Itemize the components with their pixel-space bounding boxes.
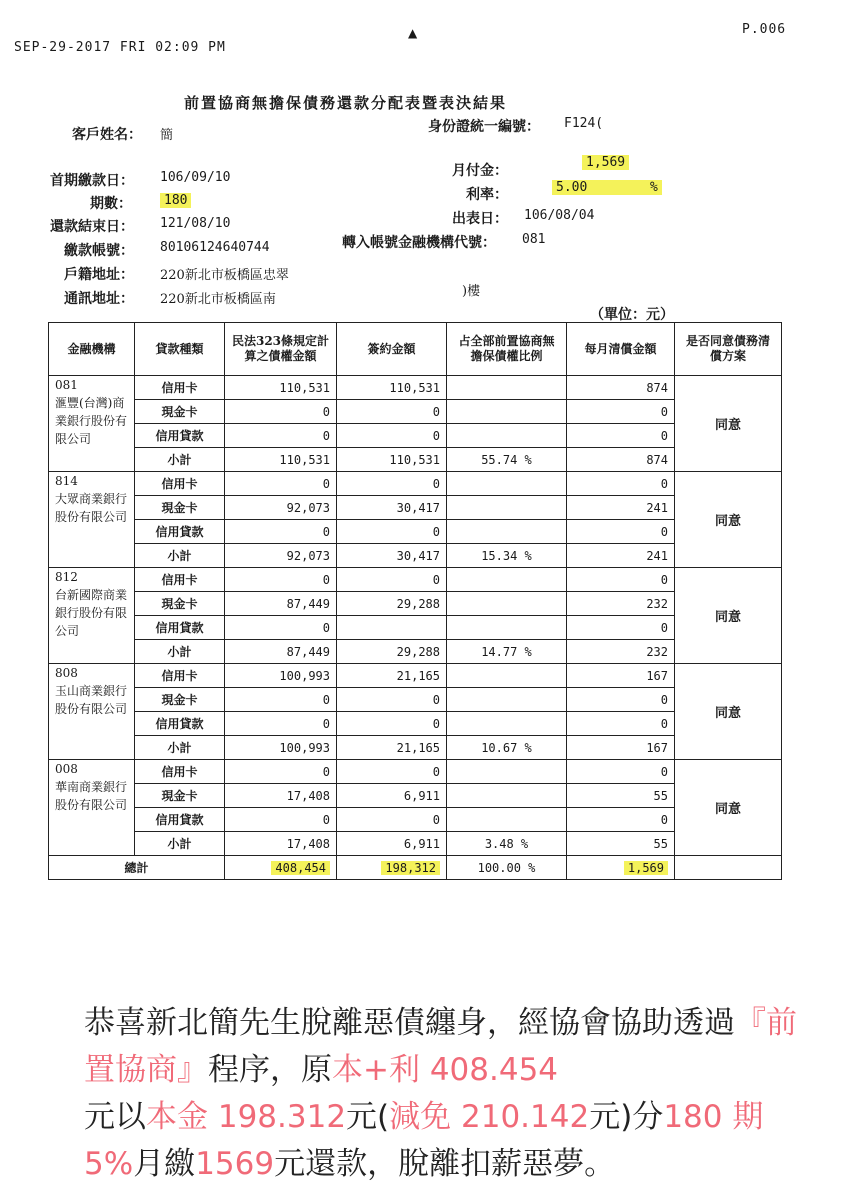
loan-type-cell: 現金卡 [135, 400, 225, 424]
caption-part-2: 『前置協商』 [84, 1005, 797, 1088]
claim-amount-cell: 0 [225, 472, 337, 496]
caption-part-1: 恭喜新北簡先生脫離惡債纏身，經協會協助透過 [84, 1005, 735, 1041]
monthly-payment-cell: 0 [567, 568, 675, 592]
household-address-label: 戶籍地址： [64, 267, 134, 283]
caption-part-9: 元)分 [589, 1099, 664, 1135]
claim-amount-cell: 92,073 [225, 544, 337, 568]
account-label: 繳款帳號： [64, 243, 134, 259]
total-label: 總計 [49, 856, 225, 880]
signed-amount-cell: 29,288 [337, 592, 447, 616]
unit-note: （單位：元） [590, 307, 674, 323]
fax-timestamp: SEP-29-2017 FRI 02:09 PM [14, 40, 226, 55]
monthly-value: 1,569 [582, 155, 629, 170]
signed-amount-cell: 0 [337, 688, 447, 712]
bank-name-cell: 812 台新國際商業銀行股份有限公司 [49, 568, 135, 664]
claim-amount-cell: 0 [225, 424, 337, 448]
monthly-payment-cell: 0 [567, 400, 675, 424]
ratio-cell: 10.67 % [447, 736, 567, 760]
monthly-payment-cell: 874 [567, 376, 675, 400]
bank-name-cell: 081 滙豐(台灣)商業銀行股份有限公司 [49, 376, 135, 472]
distribution-table [48, 322, 782, 880]
total-claim: 408,454 [271, 861, 330, 875]
claim-amount-cell: 0 [225, 400, 337, 424]
caption-part-10: 180 期 5% [84, 1099, 764, 1182]
loan-type-cell: 信用卡 [135, 664, 225, 688]
ratio-cell: 15.34 % [447, 544, 567, 568]
bank-code-label: 轉入帳號金融機構代號： [342, 235, 496, 251]
mail-address-value: 220新北市板橋區南 [160, 292, 276, 307]
loan-type-cell: 信用卡 [135, 376, 225, 400]
ratio-cell [447, 784, 567, 808]
claim-amount-cell: 110,531 [225, 376, 337, 400]
table-row [49, 664, 782, 688]
caption-part-5: 元以 [84, 1099, 146, 1135]
ratio-cell [447, 664, 567, 688]
loan-type-cell: 信用貸款 [135, 520, 225, 544]
loan-type-cell: 信用貸款 [135, 712, 225, 736]
caption-part-13: 元還款，脫離扣薪惡夢。 [274, 1146, 616, 1182]
table-row [49, 736, 782, 760]
table-row [49, 424, 782, 448]
signed-amount-cell: 29,288 [337, 640, 447, 664]
rate-unit: % [649, 180, 658, 195]
table-row [49, 448, 782, 472]
caption-part-8: 減免 210.142 [389, 1099, 590, 1135]
total-agree-empty [675, 856, 782, 880]
agree-cell: 同意 [675, 568, 782, 664]
ratio-cell [447, 616, 567, 640]
ratio-cell [447, 472, 567, 496]
table-row [49, 712, 782, 736]
account-value: 80106124640744 [160, 240, 270, 255]
end-date-label: 還款結束日： [50, 219, 134, 235]
bank-code-value: 081 [522, 232, 546, 247]
issue-date-label: 出表日： [452, 211, 508, 227]
loan-type-cell: 小計 [135, 736, 225, 760]
monthly-payment-cell: 232 [567, 640, 675, 664]
monthly-payment-cell: 167 [567, 736, 675, 760]
bank-name-cell: 008 華南商業銀行股份有限公司 [49, 760, 135, 856]
table-row [49, 568, 782, 592]
monthly-label: 月付金： [452, 163, 508, 179]
table-row [49, 808, 782, 832]
table-row [49, 472, 782, 496]
caption-text [84, 1000, 814, 1188]
total-ratio: 100.00 % [447, 856, 567, 880]
signed-amount-cell: 0 [337, 808, 447, 832]
periods-label: 期數： [90, 196, 132, 212]
monthly-payment-cell: 0 [567, 472, 675, 496]
id-label: 身份證統一編號： [428, 119, 540, 135]
loan-type-cell: 信用卡 [135, 760, 225, 784]
loan-type-cell: 信用卡 [135, 472, 225, 496]
signed-amount-cell: 0 [337, 400, 447, 424]
bank-name-cell: 808 玉山商業銀行股份有限公司 [49, 664, 135, 760]
header-monthly: 每月清償金額 [567, 323, 675, 376]
monthly-payment-cell: 241 [567, 544, 675, 568]
signed-amount-cell: 0 [337, 472, 447, 496]
customer-label: 客戶姓名： [72, 127, 142, 143]
table-row [49, 760, 782, 784]
header-bank: 金融機構 [49, 323, 135, 376]
claim-amount-cell: 87,449 [225, 640, 337, 664]
monthly-payment-cell: 0 [567, 688, 675, 712]
loan-type-cell: 現金卡 [135, 496, 225, 520]
table-row [49, 616, 782, 640]
caption-part-11: 月繳 [133, 1146, 196, 1182]
customer-value: 簡 [160, 128, 174, 143]
agree-cell: 同意 [675, 472, 782, 568]
table-row [49, 784, 782, 808]
table-row [49, 496, 782, 520]
ratio-cell [447, 424, 567, 448]
ratio-cell: 55.74 % [447, 448, 567, 472]
document-title: 前置協商無擔保債務還款分配表暨表決結果 [184, 94, 508, 112]
signed-amount-cell: 30,417 [337, 496, 447, 520]
signed-amount-cell: 6,911 [337, 784, 447, 808]
loan-type-cell: 信用卡 [135, 568, 225, 592]
signed-amount-cell: 110,531 [337, 448, 447, 472]
claim-amount-cell: 0 [225, 712, 337, 736]
total-signed: 198,312 [381, 861, 440, 875]
household-address-value: 220新北市板橋區忠翠 [160, 268, 289, 283]
monthly-payment-cell: 0 [567, 760, 675, 784]
claim-amount-cell: 110,531 [225, 448, 337, 472]
monthly-payment-cell: 55 [567, 832, 675, 856]
ratio-cell: 3.48 % [447, 832, 567, 856]
monthly-payment-cell: 0 [567, 424, 675, 448]
ratio-cell [447, 568, 567, 592]
caption-part-6: 本金 198.312 [146, 1099, 347, 1135]
signed-amount-cell: 0 [337, 568, 447, 592]
signed-amount-cell: 0 [337, 712, 447, 736]
monthly-payment-cell: 0 [567, 616, 675, 640]
claim-amount-cell: 0 [225, 520, 337, 544]
loan-type-cell: 小計 [135, 544, 225, 568]
signed-amount-cell: 30,417 [337, 544, 447, 568]
ratio-cell: 14.77 % [447, 640, 567, 664]
loan-type-cell: 現金卡 [135, 592, 225, 616]
caption-part-4: 本+利 408.454 [332, 1052, 559, 1088]
table-row [49, 520, 782, 544]
signed-amount-cell: 21,165 [337, 736, 447, 760]
ratio-cell [447, 592, 567, 616]
header-agree: 是否同意債務清償方案 [675, 323, 782, 376]
page-number: P.006 [742, 22, 787, 37]
ratio-cell [447, 688, 567, 712]
loan-type-cell: 信用貸款 [135, 808, 225, 832]
signed-amount-cell: 21,165 [337, 664, 447, 688]
table-row [49, 592, 782, 616]
table-row [49, 832, 782, 856]
monthly-payment-cell: 167 [567, 664, 675, 688]
table-header-row [49, 323, 782, 376]
caption-part-3: 程序，原 [208, 1052, 332, 1088]
ratio-cell [447, 520, 567, 544]
floor-suffix: )樓 [462, 284, 481, 299]
ratio-cell [447, 712, 567, 736]
claim-amount-cell: 0 [225, 616, 337, 640]
claim-amount-cell: 100,993 [225, 736, 337, 760]
bank-name-cell: 814 大眾商業銀行股份有限公司 [49, 472, 135, 568]
signed-amount-cell: 0 [337, 424, 447, 448]
loan-type-cell: 信用貸款 [135, 616, 225, 640]
claim-amount-cell: 17,408 [225, 784, 337, 808]
id-value: F124( [564, 116, 604, 131]
total-row [49, 856, 782, 880]
claim-amount-cell: 0 [225, 760, 337, 784]
header-loan-type: 貸款種類 [135, 323, 225, 376]
loan-type-cell: 小計 [135, 448, 225, 472]
header-ratio: 占全部前置協商無擔保債權比例 [447, 323, 567, 376]
signed-amount-cell: 0 [337, 760, 447, 784]
loan-type-cell: 小計 [135, 832, 225, 856]
agree-cell: 同意 [675, 664, 782, 760]
loan-type-cell: 現金卡 [135, 784, 225, 808]
claim-amount-cell: 100,993 [225, 664, 337, 688]
issue-date-value: 106/08/04 [524, 208, 595, 223]
claim-amount-cell: 0 [225, 808, 337, 832]
header-signed: 簽約金額 [337, 323, 447, 376]
loan-type-cell: 信用貸款 [135, 424, 225, 448]
claim-amount-cell: 0 [225, 568, 337, 592]
caption-part-7: 元( [346, 1099, 390, 1135]
ratio-cell [447, 808, 567, 832]
table-row [49, 400, 782, 424]
ratio-cell [447, 760, 567, 784]
signed-amount-cell: 110,531 [337, 376, 447, 400]
loan-type-cell: 小計 [135, 640, 225, 664]
first-pay-label: 首期繳款日： [50, 173, 134, 189]
table-row [49, 544, 782, 568]
monthly-payment-cell: 241 [567, 496, 675, 520]
monthly-payment-cell: 0 [567, 712, 675, 736]
total-monthly: 1,569 [624, 861, 668, 875]
monthly-payment-cell: 0 [567, 808, 675, 832]
monthly-payment-cell: 55 [567, 784, 675, 808]
loan-type-cell: 現金卡 [135, 688, 225, 712]
end-date-value: 121/08/10 [160, 216, 231, 231]
ratio-cell [447, 376, 567, 400]
signed-amount-cell: 6,911 [337, 832, 447, 856]
ratio-cell [447, 496, 567, 520]
monthly-payment-cell: 0 [567, 520, 675, 544]
rate-value: 5.00 [556, 180, 588, 195]
claim-amount-cell: 92,073 [225, 496, 337, 520]
agree-cell: 同意 [675, 376, 782, 472]
triangle-mark-icon: ▲ [408, 26, 418, 40]
rate-label: 利率： [466, 187, 508, 203]
signed-amount-cell: 0 [337, 520, 447, 544]
claim-amount-cell: 17,408 [225, 832, 337, 856]
monthly-payment-cell: 232 [567, 592, 675, 616]
first-pay-value: 106/09/10 [160, 170, 231, 185]
claim-amount-cell: 87,449 [225, 592, 337, 616]
ratio-cell [447, 400, 567, 424]
table-row [49, 688, 782, 712]
agree-cell: 同意 [675, 760, 782, 856]
monthly-payment-cell: 874 [567, 448, 675, 472]
claim-amount-cell: 0 [225, 688, 337, 712]
header-claim: 民法323條規定計算之債權金額 [225, 323, 337, 376]
periods-value: 180 [160, 193, 191, 208]
mail-address-label: 通訊地址： [64, 291, 134, 307]
table-row [49, 376, 782, 400]
table-row [49, 640, 782, 664]
caption-part-12: 1569 [195, 1146, 275, 1182]
signed-amount-cell [337, 616, 447, 640]
